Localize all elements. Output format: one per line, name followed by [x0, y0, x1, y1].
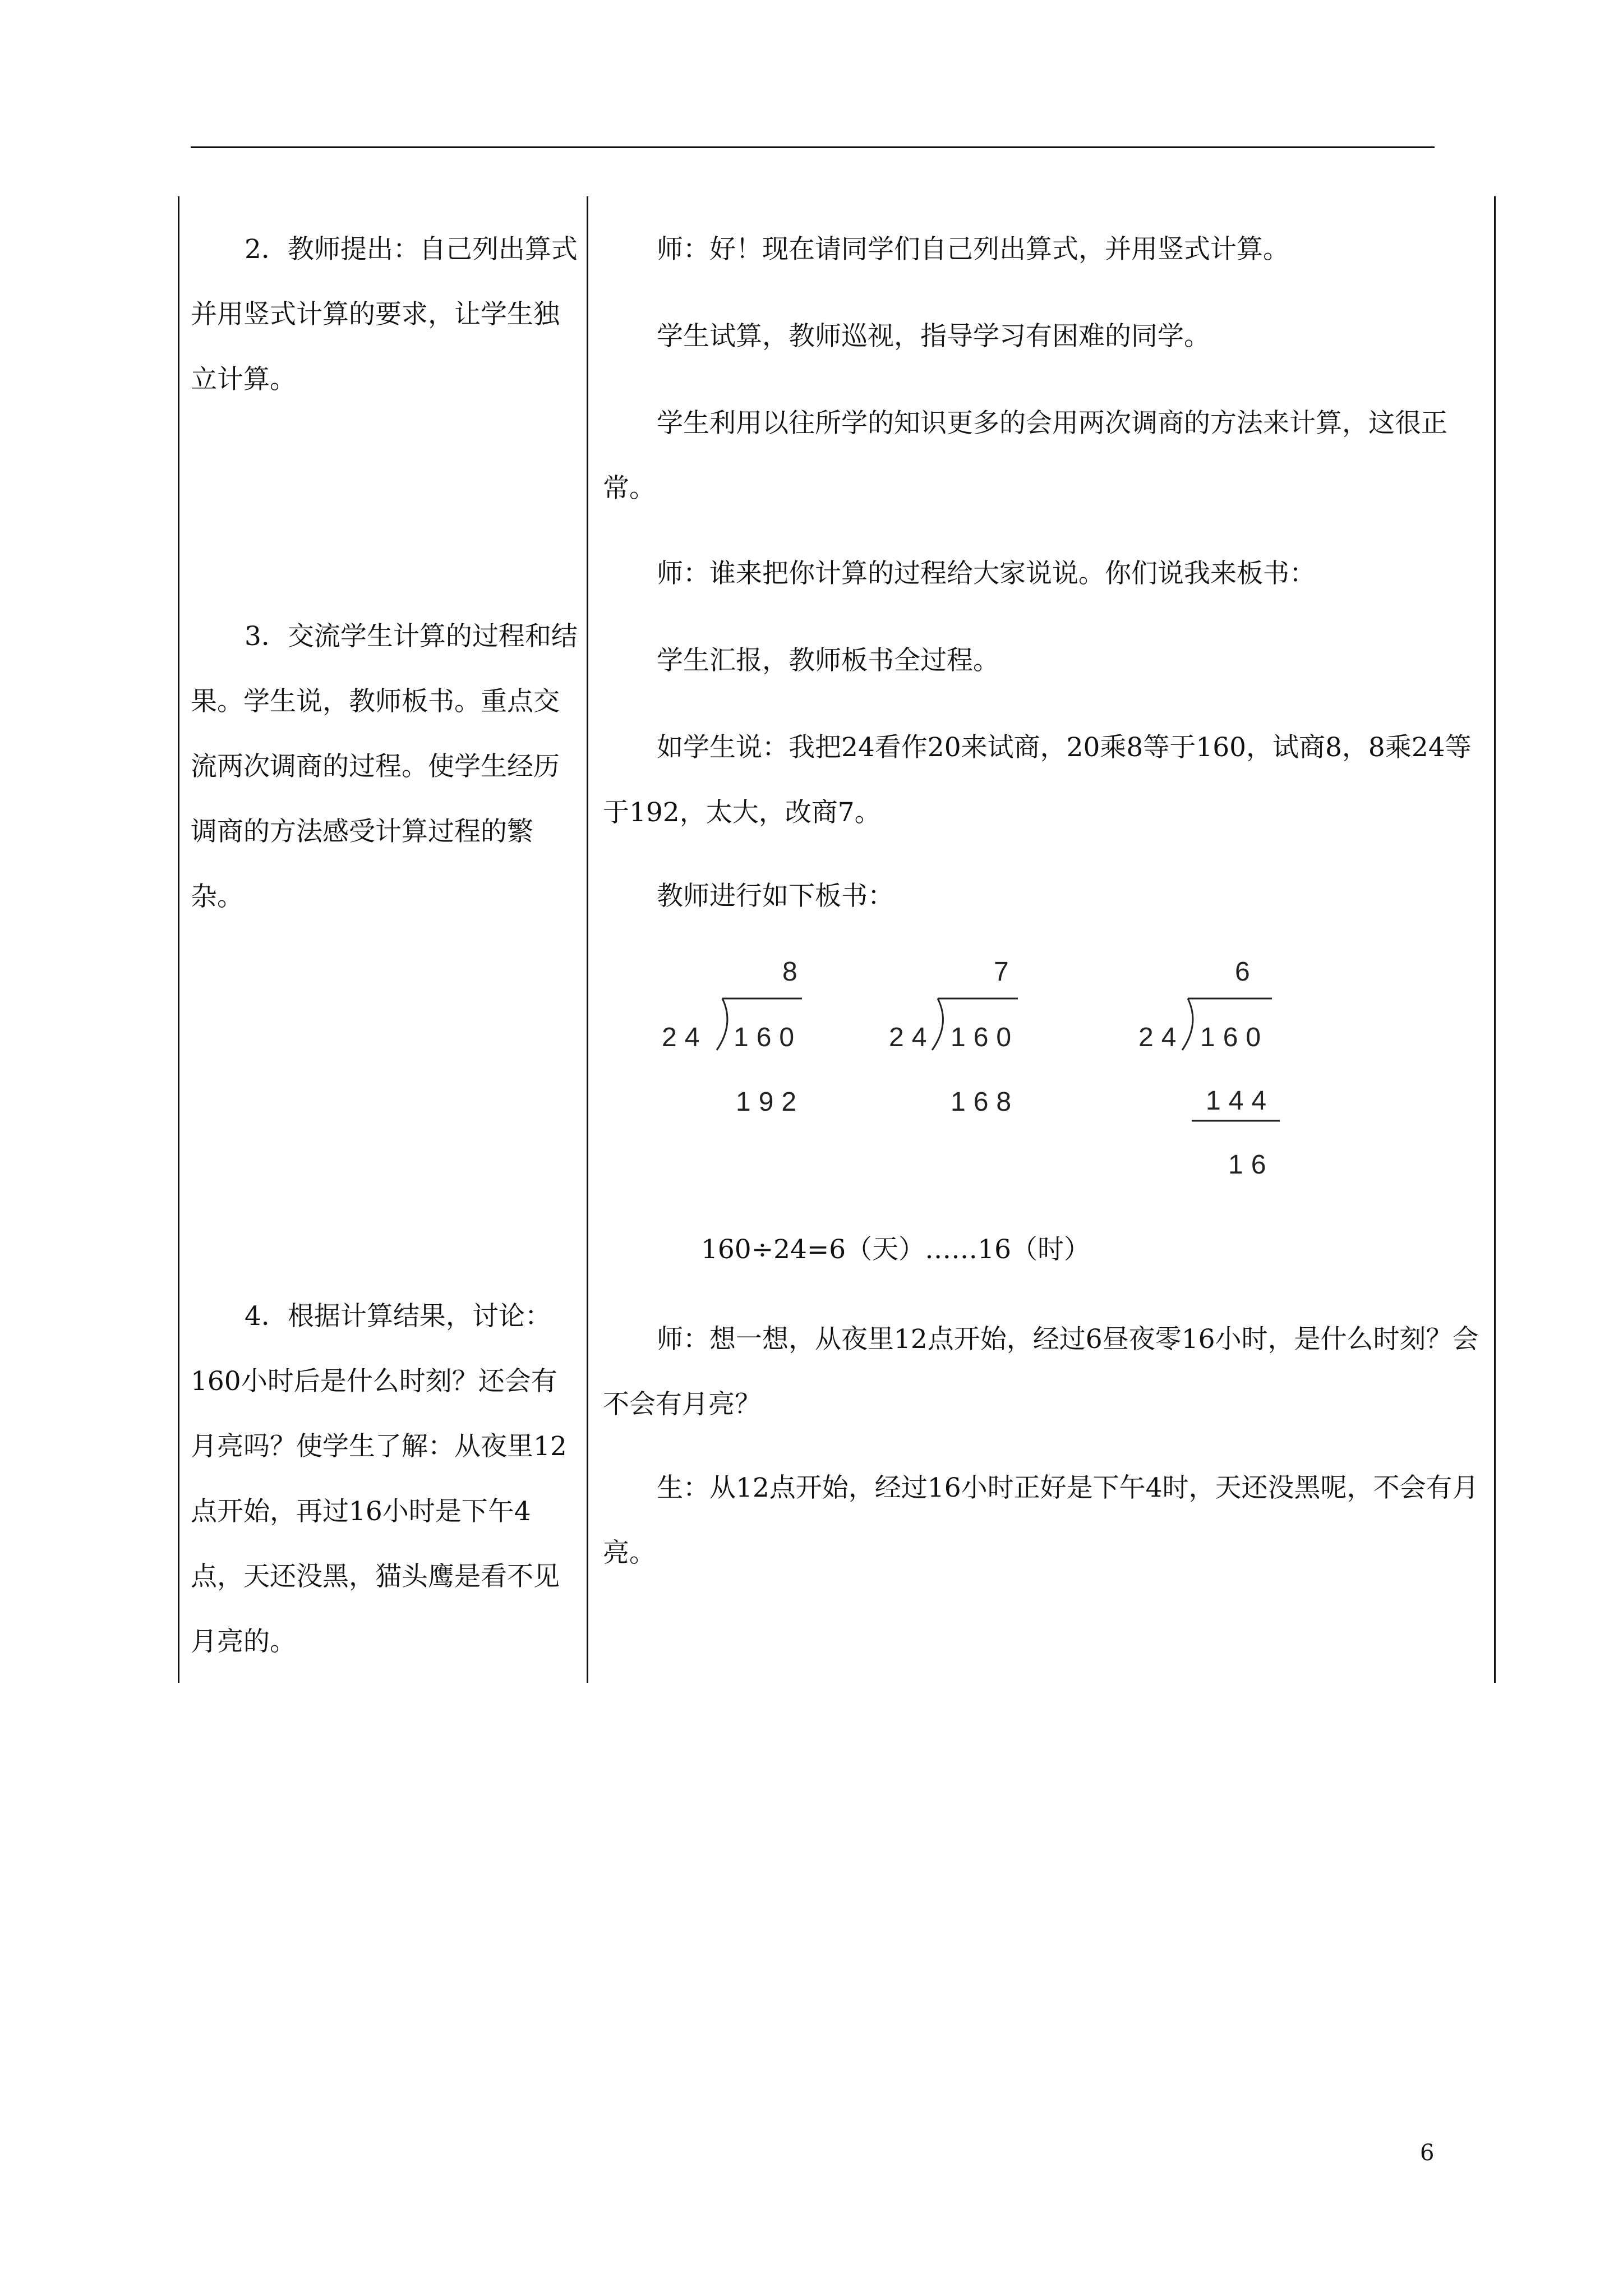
left-step-3: 3．交流学生计算的过程和结果。学生说，教师板书。重点交流两次调商的过程。使学生经历调商的方法感受计算过程的繁杂。 — [191, 621, 578, 912]
divisor-1: 24 — [662, 1023, 708, 1052]
table-border-left — [178, 196, 179, 1683]
left-step-2: 2．教师提出：自己列出算式并用竖式计算的要求，让学生独立计算。 — [191, 234, 578, 395]
right-para-9: 生：从12点开始，经过16小时正好是下午4时，天还没黑呢，不会有月亮。 — [603, 1473, 1479, 1568]
right-para-1: 师：好！现在请同学们自己列出算式，并用竖式计算。 — [657, 234, 1289, 265]
long-division-board — [645, 942, 1318, 1195]
header-rule — [191, 146, 1435, 148]
right-para-7: 教师进行如下板书： — [657, 881, 894, 912]
right-para-3: 学生利用以往所学的知识更多的会用两次调商的方法来计算，这很正常。 — [603, 408, 1447, 504]
division-bracket-1 — [717, 999, 727, 1050]
left-step-4: 4．根据计算结果，讨论：160小时后是什么时刻？还会有月亮吗？使学生了解：从夜里12点开始，再过16小时是下午4点，天还没黑，猫头鹰是看不见月亮的。 — [191, 1301, 567, 1657]
remainder-3: 16 — [1228, 1150, 1274, 1180]
product-1: 192 — [736, 1087, 805, 1117]
right-para-8: 师：想一想，从夜里12点开始，经过6昼夜零16小时，是什么时刻？会不会有月亮？ — [603, 1324, 1479, 1420]
quotient-2: 7 — [994, 957, 1017, 987]
right-para-5: 学生汇报，教师板书全过程。 — [657, 645, 999, 676]
dividend-1: 160 — [734, 1023, 803, 1052]
dividend-2: 160 — [951, 1023, 1020, 1052]
right-para-4: 师：谁来把你计算的过程给大家说说。你们说我来板书： — [657, 558, 1316, 589]
divisor-2: 24 — [889, 1023, 935, 1052]
right-para-6: 如学生说：我把24看作20来试商，20乘8等于160，试商8，8乘24等于192，太大，改商7。 — [603, 732, 1472, 828]
long-division-2 — [889, 957, 1019, 1117]
long-division-1 — [662, 957, 805, 1117]
long-division-3 — [1138, 957, 1280, 1180]
product-3: 144 — [1206, 1086, 1275, 1116]
right-para-2: 学生试算，教师巡视，指导学习有困难的同学。 — [657, 321, 1210, 352]
division-equation: 160÷24=6（天）……16（时） — [701, 1234, 1090, 1265]
product-2: 168 — [951, 1087, 1020, 1117]
dividend-3: 160 — [1200, 1023, 1269, 1052]
quotient-3: 6 — [1235, 957, 1258, 987]
divisor-3: 24 — [1138, 1023, 1184, 1052]
table-border-right — [1494, 196, 1496, 1683]
page-number: 6 — [1420, 2140, 1435, 2166]
table-border-middle — [587, 196, 588, 1683]
quotient-1: 8 — [782, 957, 805, 987]
